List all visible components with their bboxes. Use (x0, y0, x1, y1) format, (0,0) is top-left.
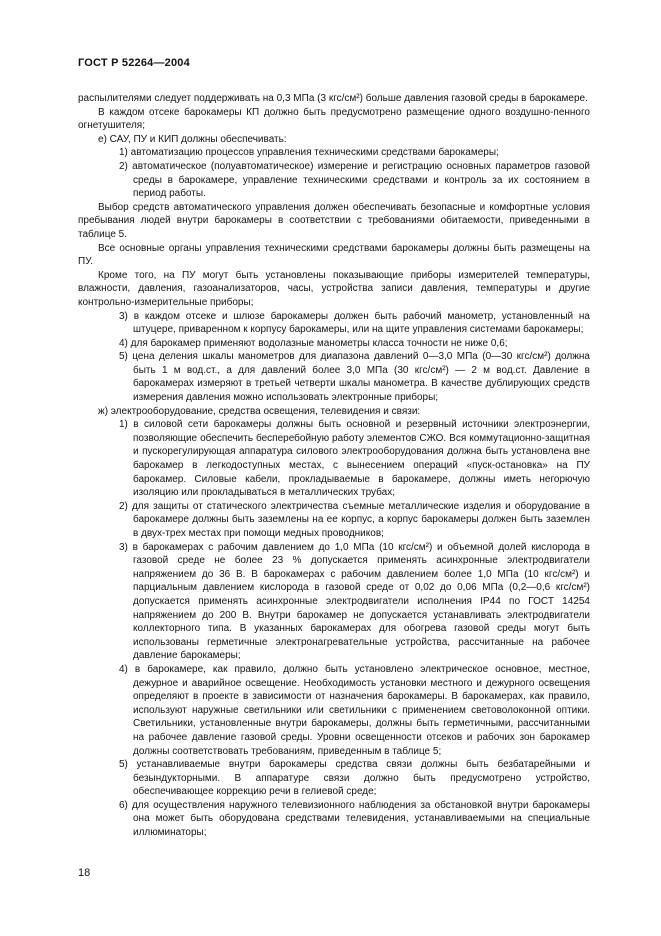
numbered-list-item: 2) автоматическое (полуавтоматическое) измерение и регистрацию основных параметров газовой среды в барокамере, управление техническими средствами и контроль за их состоянием в период работы. (119, 160, 590, 200)
numbered-list-item: 4) в барокамере, как правило, должно быть установлено электрическое основное, местное, дежурное и аварийное освещение. Необходимость установки местного и дежурного освещения определяют в проекте в зависимости от назначения барокамеры. В барокамерах, как правило, используют наружные светильники или светильники с применением световолоконной оптики. Светильники, установленные внутри барокамеры, должны быть герметичными, рассчитанными на рабочее давление газовой среды. Уровни освещенности отсеков и рабочих зон барокамер должны соответствовать требованиям, приведенным в таблице 5; (119, 663, 590, 757)
paragraph: Выбор средств автоматического управления должен обеспечивать безопасные и комфортные условия пребывания людей внутри барокамеры в соответствии с требованиями обитаемости, приведенными в таблице 5. (78, 201, 590, 240)
paragraph: В каждом отсеке барокамеры КП должно быть предусмотрено размещение одного воздушно-пенного огнетушителя; (78, 106, 590, 132)
paragraph: Все основные органы управления техническими средствами барокамеры должны быть размещены на ПУ. (78, 242, 590, 268)
numbered-list-item: 4) для барокамер применяют водолазные манометры класса точности не ниже 0,6; (119, 337, 508, 349)
numbered-list-item: 5) цена деления шкалы манометров для диапазона давлений 0—3,0 МПа (0—30 кгс/см²) должна быть 1 м вод.ст., а для давлений более 3,0 МПа (30 кгс/см²) — 2 м вод.ст. Давление в барокамерах измеряют в третьей четверти шкалы манометра. В качестве дублирующих средств измерения давления можно использовать электронные приборы; (119, 351, 590, 404)
numbered-list-item: 6) для осуществления наружного телевизионного наблюдения за обстановкой внутри барокамеры она может быть оборудована средствами телевидения, устанавливаемыми на специальные иллюминаторы; (119, 799, 590, 839)
numbered-list-item: 3) в барокамерах с рабочим давлением до 1,0 МПа (10 кгс/см²) и объемной долей кислорода в газовой среде не более 23 % допускается применять асинхронные электродвигатели напряжением до 36 В. В барокамерах с рабочим давлением более 1,0 МПа (10 кгс/см²) и парциальным давлением кислорода в газовой среде от 0,02 до 0,06 МПа (0,2—0,6 кгс/см²) допускается применять асинхронные электродвигатели исполнения IP44 по ГОСТ 14254 напряжением до 200 В. Внутри барокамер не допускается устанавливать электродвигатели коллекторного типа. В указанных барокамерах для обогрева газовой среды могут быть использованы герметичные электронагревательные устройства, рассчитанные на рабочее давление барокамеры; (119, 541, 590, 662)
numbered-list-item: 5) устанавливаемые внутри барокамеры средства связи должны быть безбатарейными и безындукторными. В аппаратуре связи должно быть предусмотрено устройство, обеспечивающее коррекцию речи в гелиевой среде; (119, 759, 590, 798)
numbered-list-item: 3) в каждом отсеке и шлюзе барокамеры должен быть рабочий манометр, установленный на штуцере, приваренном к корпусу барокамеры, или на щите управления системами барокамеры; (119, 310, 590, 336)
document-header: ГОСТ Р 52264—2004 (78, 57, 190, 69)
numbered-list-item: 1) в силовой сети барокамеры должны быть основной и резервный источники электроэнергии, позволяющие обеспечить бесперебойную работу элементов СЖО. Вся коммутационно-защитная и пускорегулирующая аппаратура силового электрооборудования должна быть установлена вне барокамер в легкодоступных местах, с вынесением операций «пуск-остановка» на ПУ барокамер. Силовые кабели, прокладываемые в барокамере, должны иметь негорючую изоляцию или прокладываться в металлических трубах; (119, 419, 590, 499)
page-number: 18 (78, 867, 91, 879)
lettered-list-item: е) САУ, ПУ и КИП должны обеспечивать: (98, 133, 287, 145)
continuation-paragraph: распылителями следует поддерживать на 0,3 МПа (3 кгс/см²) больше давления газовой среды в барокамере. (78, 93, 588, 104)
document-body (78, 92, 590, 840)
numbered-list-item: 1) автоматизацию процессов управления техническими средствами барокамеры; (119, 147, 499, 159)
numbered-list-item: 2) для защиты от статического электричества съемные металлические изделия и оборудование в барокамере должны быть заземлены на ее корпус, а корпус барокамеры должен быть заземлен в двух-трех местах при помощи медных проводников; (119, 500, 590, 539)
paragraph: Кроме того, на ПУ могут быть установлены показывающие приборы измерителей температуры, влажности, давления, газоанализаторов, часы, устройства записи давления, температуры и другие контрольно-измерительные приборы; (78, 269, 590, 308)
lettered-list-item: ж) электрооборудование, средства освещения, телевидения и связи: (98, 405, 421, 417)
